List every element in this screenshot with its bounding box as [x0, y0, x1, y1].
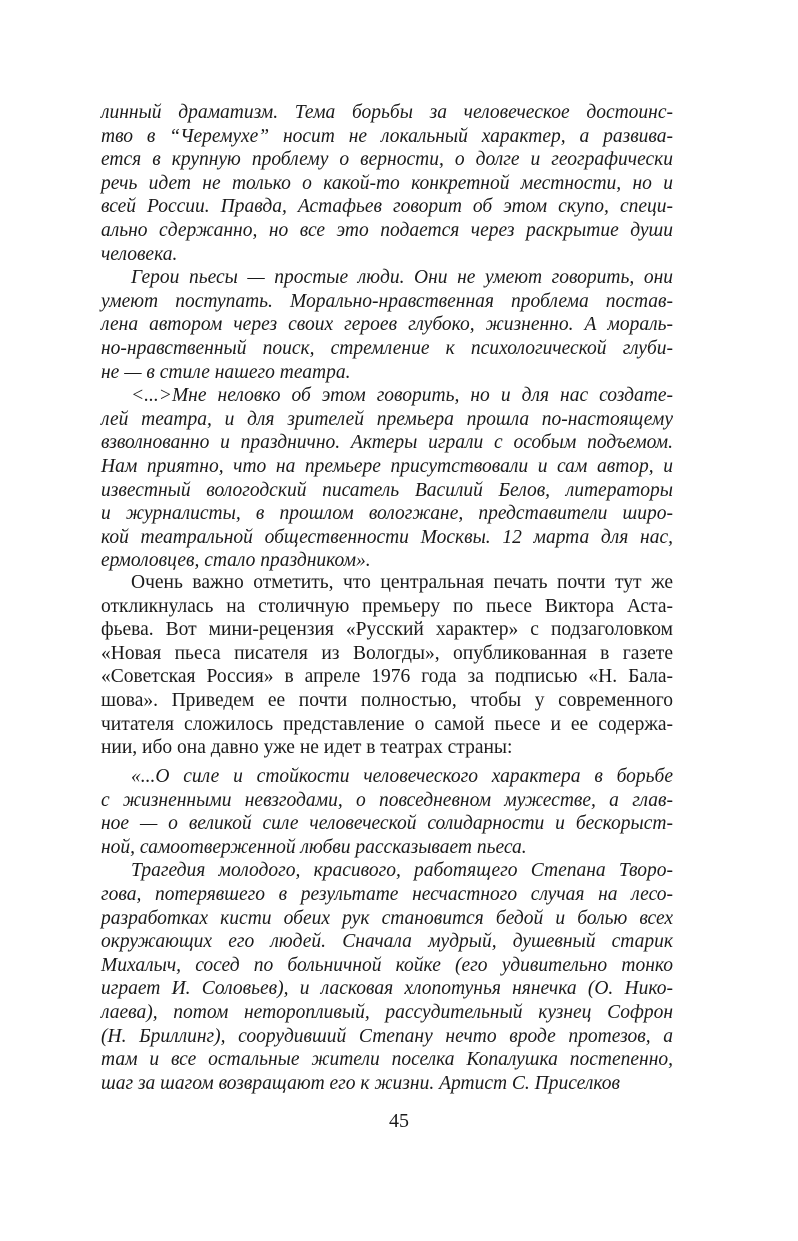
text-line: но-нравственный поиск, стремление к психологической глуби-: [101, 337, 673, 359]
text-line: «Новая пьеса писателя из Вологды», опубликованная в газете: [101, 642, 673, 664]
text-line: Герои пьесы — простые люди. Они не умеют говорить, они: [131, 267, 673, 289]
text-line: разработках кисти обеих рук становится бедой и болью всех: [101, 907, 673, 929]
text-line: ально сдержанно, но все это подается через раскрытие души: [101, 219, 673, 241]
text-line: шова». Приведем ее почти полностью, чтобы у современного: [101, 689, 673, 711]
page-number: 45: [389, 1110, 409, 1132]
quote-block-review: [101, 765, 673, 1095]
text-line: и журналисты, в прошлом вологжане, представители широ-: [101, 503, 673, 525]
text-line: ермоловцев, стало праздником».: [101, 550, 371, 572]
text-line: гова, потерявшего в результате несчастного случая на лесо-: [101, 883, 673, 905]
text-line: откликнулась на столичную премьеру по пьесе Виктора Аста-: [101, 595, 673, 617]
text-line: человека.: [101, 243, 178, 265]
body-text-block: [101, 571, 673, 760]
text-line: нии, ибо она давно уже не идет в театрах страны:: [101, 737, 513, 759]
text-line: <...>Мне неловко об этом говорить, но и для нас создате-: [131, 385, 673, 407]
text-line: лена автором через своих героев глубоко, жизненно. А мораль-: [101, 314, 673, 336]
text-line: ной, самоотверженной любви рассказывает пьеса.: [101, 836, 527, 858]
text-line: Трагедия молодого, красивого, работящего Степана Творо-: [131, 860, 673, 882]
text-line: Нам приятно, что на премьере присутствовали и сам автор, и: [101, 455, 673, 477]
text-line: с жизненными невзгодами, о повседневном мужестве, а глав-: [101, 789, 673, 811]
text-line: читателя сложилось представление о самой пьесе и ее содержа-: [101, 713, 673, 735]
text-line: играет И. Соловьев), и ласковая хлопотунья нянечка (О. Нико-: [101, 978, 673, 1000]
text-line: окружающих его людей. Сначала мудрый, душевный старик: [101, 931, 673, 953]
text-line: Очень важно отметить, что центральная печать почти тут же: [131, 572, 673, 593]
quote-block-theatre-statement: [101, 101, 673, 573]
text-line: фьева. Вот мини-рецензия «Русский характер» с подзаголовком: [101, 619, 673, 641]
text-line: речь идет не только о какой-то конкретной местности, но и: [101, 172, 673, 194]
text-line: лей театра, и для зрителей премьера прошла по-настоящему: [101, 408, 673, 430]
text-line: «...О силе и стойкости человеческого характера в борьбе: [131, 766, 673, 787]
text-line: шаг за шагом возвращают его к жизни. Артист С. Приселков: [101, 1072, 620, 1094]
text-line: линный драматизм. Тема борьбы за человеческое достоинс-: [101, 102, 673, 123]
text-line: всей России. Правда, Астафьев говорит об этом скупо, специ-: [101, 196, 673, 218]
text-line: умеют поступать. Морально-нравственная проблема постав-: [101, 290, 673, 312]
text-line: известный вологодский писатель Василий Белов, литераторы: [101, 479, 673, 501]
text-line: «Советская Россия» в апреле 1976 года за подписью «Н. Бала-: [101, 666, 673, 688]
text-line: ное — о великой силе человеческой солидарности и бескорыст-: [101, 813, 673, 835]
text-line: тво в “Черемухе” носит не локальный характер, а развива-: [101, 125, 673, 147]
text-line: лаева), потом неторопливый, рассудительный кузнец Софрон: [101, 1001, 673, 1023]
text-line: кой театральной общественности Москвы. 12 марта для нас,: [101, 526, 673, 548]
text-line: взволнованно и празднично. Актеры играли с особым подъемом.: [101, 432, 673, 454]
text-line: Михалыч, сосед по больничной койке (его удивительно тонко: [101, 954, 673, 976]
text-line: (Н. Бриллинг), соорудивший Степану нечто вроде протезов, а: [101, 1025, 673, 1047]
text-line: не — в стиле нашего театра.: [101, 361, 351, 383]
text-line: ется в крупную проблему о верности, о долге и географически: [101, 149, 673, 171]
text-line: там и все остальные жители поселка Копалушка постепенно,: [101, 1049, 673, 1071]
